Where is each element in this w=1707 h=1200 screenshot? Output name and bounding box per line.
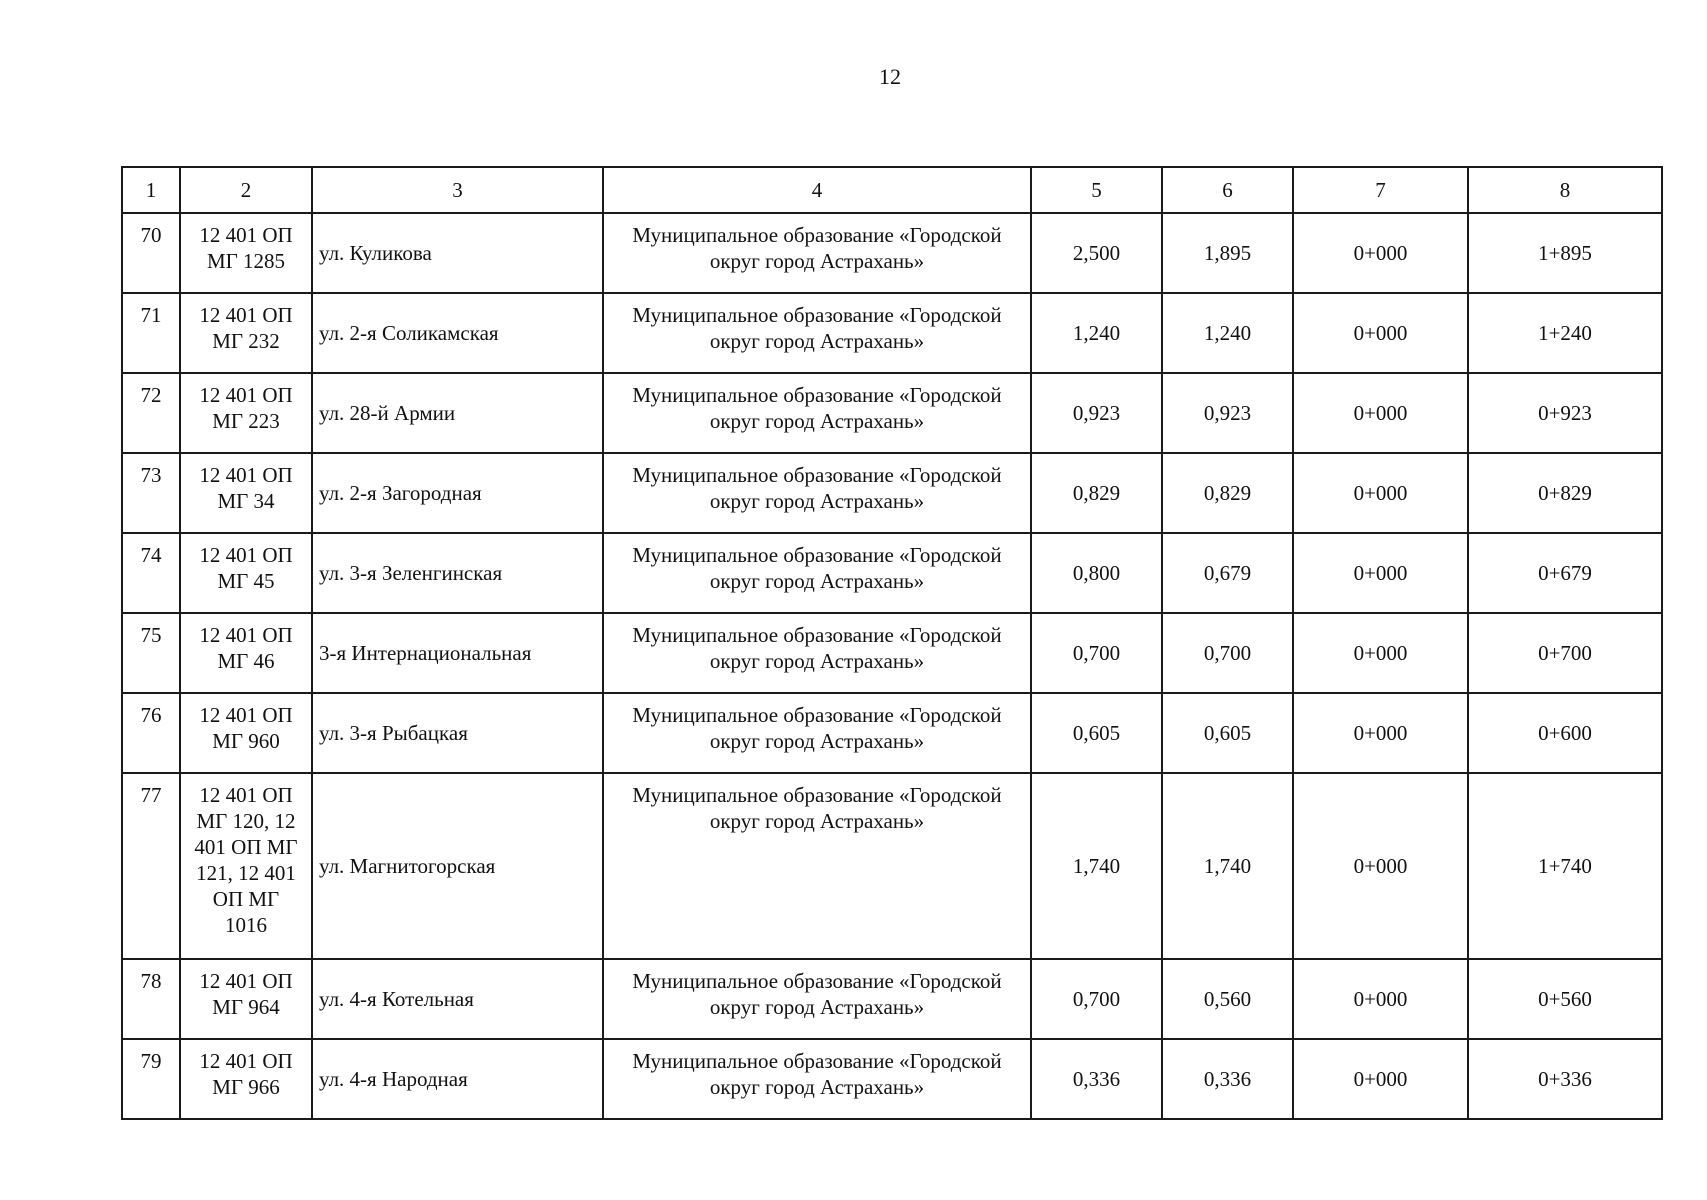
municipality-line: Муниципальное образование «Городской xyxy=(632,383,1002,407)
road-code-line: МГ 45 xyxy=(217,569,275,593)
col6-value-cell: 0,336 xyxy=(1162,1039,1293,1119)
header-col-1: 1 xyxy=(122,167,180,213)
table-row xyxy=(122,373,1662,453)
col6-value-cell: 0,605 xyxy=(1162,693,1293,773)
road-name-cell: ул. 2-я Загородная xyxy=(312,453,603,533)
col8-value-cell: 0+829 xyxy=(1468,453,1662,533)
col6-value-cell: 0,560 xyxy=(1162,959,1293,1039)
row-number-cell: 71 xyxy=(122,293,180,373)
col7-value-cell: 0+000 xyxy=(1293,453,1468,533)
municipality-line: округ город Астрахань» xyxy=(709,569,925,593)
col6-value-cell: 1,895 xyxy=(1162,213,1293,293)
col8-value-cell: 1+240 xyxy=(1468,293,1662,373)
col5-value-cell: 2,500 xyxy=(1031,213,1162,293)
road-name-cell: 3-я Интернациональная xyxy=(312,613,603,693)
col8-value-cell: 0+336 xyxy=(1468,1039,1662,1119)
municipality-line: округ город Астрахань» xyxy=(709,489,925,513)
road-name-cell: ул. 4-я Котельная xyxy=(312,959,603,1039)
road-code-cell xyxy=(180,533,312,613)
header-col-7: 7 xyxy=(1293,167,1468,213)
municipality-line: округ город Астрахань» xyxy=(709,729,925,753)
municipality-line: округ город Астрахань» xyxy=(709,1075,925,1099)
municipality-cell xyxy=(603,773,1031,959)
table-row xyxy=(122,213,1662,293)
road-code-line: 12 401 ОП xyxy=(199,783,293,807)
road-code-cell xyxy=(180,373,312,453)
row-number-cell: 73 xyxy=(122,453,180,533)
road-name-cell: ул. 28-й Армии xyxy=(312,373,603,453)
road-name-cell: ул. 2-я Соликамская xyxy=(312,293,603,373)
road-code-cell xyxy=(180,693,312,773)
col8-value-cell: 0+560 xyxy=(1468,959,1662,1039)
road-code-line: 401 ОП МГ xyxy=(194,835,298,859)
road-code-line: 12 401 ОП xyxy=(199,463,293,487)
row-number-cell: 70 xyxy=(122,213,180,293)
col5-value-cell: 0,605 xyxy=(1031,693,1162,773)
municipality-line: Муниципальное образование «Городской xyxy=(632,463,1002,487)
road-code-cell xyxy=(180,293,312,373)
road-code-cell xyxy=(180,773,312,959)
header-row xyxy=(122,167,1662,213)
road-code-line: МГ 1285 xyxy=(206,249,286,273)
road-name-cell: ул. 4-я Народная xyxy=(312,1039,603,1119)
col8-value-cell: 0+600 xyxy=(1468,693,1662,773)
municipality-cell xyxy=(603,373,1031,453)
municipality-line: округ город Астрахань» xyxy=(709,809,925,833)
col8-value-cell: 0+923 xyxy=(1468,373,1662,453)
table-header xyxy=(122,167,1662,213)
municipality-cell xyxy=(603,613,1031,693)
municipality-line: округ город Астрахань» xyxy=(709,649,925,673)
municipality-line: Муниципальное образование «Городской xyxy=(632,223,1002,247)
road-code-line: 121, 12 401 xyxy=(196,861,296,885)
col6-value-cell: 0,829 xyxy=(1162,453,1293,533)
row-number-cell: 78 xyxy=(122,959,180,1039)
municipality-cell xyxy=(603,533,1031,613)
header-col-4: 4 xyxy=(603,167,1031,213)
header-col-2: 2 xyxy=(180,167,312,213)
municipality-line: Муниципальное образование «Городской xyxy=(632,543,1002,567)
col5-value-cell: 0,829 xyxy=(1031,453,1162,533)
col5-value-cell: 1,740 xyxy=(1031,773,1162,959)
table-row xyxy=(122,613,1662,693)
road-name-cell: ул. 3-я Зеленгинская xyxy=(312,533,603,613)
col6-value-cell: 1,240 xyxy=(1162,293,1293,373)
municipality-line: Муниципальное образование «Городской xyxy=(632,623,1002,647)
road-code-line: МГ 223 xyxy=(212,409,280,433)
col8-value-cell: 0+679 xyxy=(1468,533,1662,613)
road-code-line: 12 401 ОП xyxy=(199,383,293,407)
col5-value-cell: 0,800 xyxy=(1031,533,1162,613)
col8-value-cell: 0+700 xyxy=(1468,613,1662,693)
road-code-line: МГ 964 xyxy=(212,995,280,1019)
col7-value-cell: 0+000 xyxy=(1293,213,1468,293)
municipality-cell xyxy=(603,293,1031,373)
col7-value-cell: 0+000 xyxy=(1293,959,1468,1039)
road-code-cell xyxy=(180,959,312,1039)
municipality-cell xyxy=(603,959,1031,1039)
municipality-line: Муниципальное образование «Городской xyxy=(632,303,1002,327)
table-row xyxy=(122,453,1662,533)
road-code-line: ОП МГ xyxy=(212,887,280,911)
road-code-line: МГ 966 xyxy=(212,1075,280,1099)
municipality-line: округ город Астрахань» xyxy=(709,409,925,433)
table-row xyxy=(122,533,1662,613)
table-row xyxy=(122,959,1662,1039)
col6-value-cell: 0,679 xyxy=(1162,533,1293,613)
row-number-cell: 72 xyxy=(122,373,180,453)
road-code-line: 12 401 ОП xyxy=(199,303,293,327)
row-number-cell: 75 xyxy=(122,613,180,693)
municipality-cell xyxy=(603,213,1031,293)
road-name-cell: ул. Магнитогорская xyxy=(312,773,603,959)
page-number: 12 xyxy=(879,64,901,89)
road-code-line: 12 401 ОП xyxy=(199,623,293,647)
col7-value-cell: 0+000 xyxy=(1293,693,1468,773)
table-body xyxy=(122,213,1662,1119)
municipality-cell xyxy=(603,453,1031,533)
municipality-cell xyxy=(603,693,1031,773)
col8-value-cell: 1+895 xyxy=(1468,213,1662,293)
road-code-line: МГ 34 xyxy=(217,489,275,513)
municipality-line: Муниципальное образование «Городской xyxy=(632,1049,1002,1073)
header-col-8: 8 xyxy=(1468,167,1662,213)
road-code-line: 12 401 ОП xyxy=(199,223,293,247)
col8-value-cell: 1+740 xyxy=(1468,773,1662,959)
col5-value-cell: 0,336 xyxy=(1031,1039,1162,1119)
road-code-line: МГ 960 xyxy=(212,729,280,753)
road-code-line: 12 401 ОП xyxy=(199,703,293,727)
col7-value-cell: 0+000 xyxy=(1293,293,1468,373)
road-code-line: МГ 232 xyxy=(212,329,280,353)
road-code-cell xyxy=(180,453,312,533)
municipality-line: Муниципальное образование «Городской xyxy=(632,969,1002,993)
road-code-line: 12 401 ОП xyxy=(199,969,293,993)
road-code-cell xyxy=(180,613,312,693)
col7-value-cell: 0+000 xyxy=(1293,533,1468,613)
col5-value-cell: 0,923 xyxy=(1031,373,1162,453)
table-row xyxy=(122,693,1662,773)
table-row xyxy=(122,1039,1662,1119)
header-col-5: 5 xyxy=(1031,167,1162,213)
municipality-line: округ город Астрахань» xyxy=(709,995,925,1019)
row-number-cell: 79 xyxy=(122,1039,180,1119)
col5-value-cell: 0,700 xyxy=(1031,959,1162,1039)
road-code-cell xyxy=(180,213,312,293)
col7-value-cell: 0+000 xyxy=(1293,373,1468,453)
col6-value-cell: 0,923 xyxy=(1162,373,1293,453)
municipality-line: Муниципальное образование «Городской xyxy=(632,703,1002,727)
table-row xyxy=(122,773,1662,959)
row-number-cell: 74 xyxy=(122,533,180,613)
col5-value-cell: 0,700 xyxy=(1031,613,1162,693)
header-col-3: 3 xyxy=(312,167,603,213)
road-code-line: 1016 xyxy=(225,913,267,937)
road-code-line: 12 401 ОП xyxy=(199,543,293,567)
table-row xyxy=(122,293,1662,373)
road-code-line: 12 401 ОП xyxy=(199,1049,293,1073)
col6-value-cell: 0,700 xyxy=(1162,613,1293,693)
municipality-line: Муниципальное образование «Городской xyxy=(632,783,1002,807)
road-code-cell xyxy=(180,1039,312,1119)
col7-value-cell: 0+000 xyxy=(1293,613,1468,693)
road-code-line: МГ 46 xyxy=(217,649,275,673)
header-col-6: 6 xyxy=(1162,167,1293,213)
municipality-line: округ город Астрахань» xyxy=(709,329,925,353)
road-name-cell: ул. 3-я Рыбацкая xyxy=(312,693,603,773)
col7-value-cell: 0+000 xyxy=(1293,1039,1468,1119)
row-number-cell: 76 xyxy=(122,693,180,773)
road-code-line: МГ 120, 12 xyxy=(196,809,296,833)
municipality-line: округ город Астрахань» xyxy=(709,249,925,273)
col6-value-cell: 1,740 xyxy=(1162,773,1293,959)
road-name-cell: ул. Куликова xyxy=(312,213,603,293)
row-number-cell: 77 xyxy=(122,773,180,959)
col5-value-cell: 1,240 xyxy=(1031,293,1162,373)
road-register-table xyxy=(121,166,1663,1120)
municipality-cell xyxy=(603,1039,1031,1119)
col7-value-cell: 0+000 xyxy=(1293,773,1468,959)
